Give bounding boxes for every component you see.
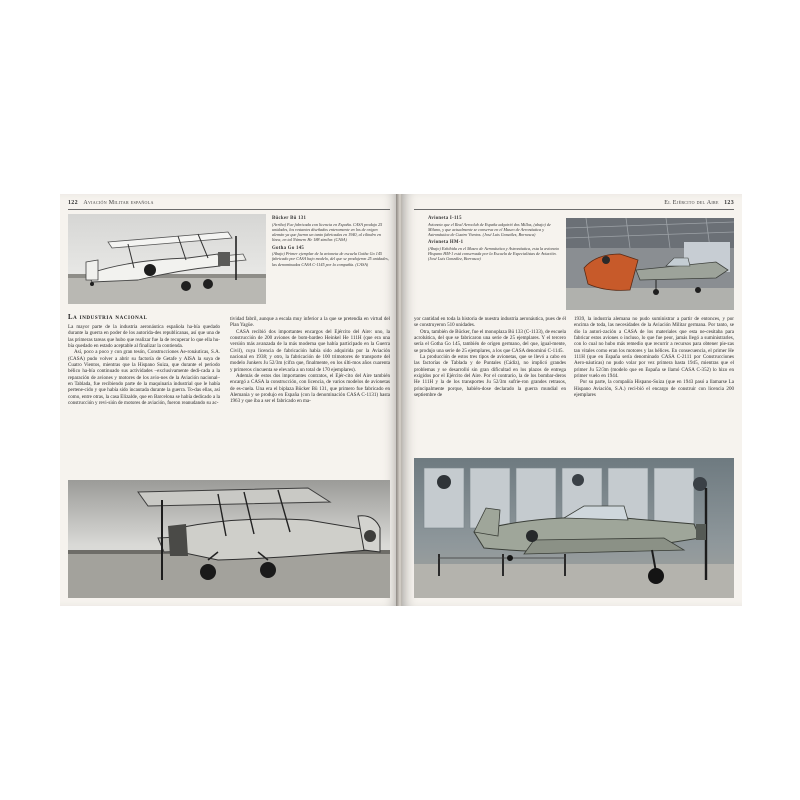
caption-bucker-title: Bücker Bü 131	[272, 216, 307, 221]
right-text-column-2	[574, 316, 734, 474]
paragraph: Además de estos dos importantes contratos, el Ejér-cito del Aire también encargó a CASA la construcción, con licencia, de varios modelos de avionetas de es-cuela. Una era el biplaza Bücker Bü 131, que primero fue fabricado en Alemania y se produjo en España (con la denominación CASA C-1131) hasta 1963 y que iba a ser el fabricado en ma-	[230, 373, 390, 405]
caption-gotha-title: Gotha Go 145	[272, 245, 305, 251]
left-running-title: Aviación Militar española	[83, 200, 154, 206]
left-folio: 122	[68, 200, 78, 206]
paragraph: CASA recibió dos importantes encargos del Ejército del Aire: uno, la construcción de 200 aviones de bom-bardeo Heinkel He 111H (que era una versión más avanzada de la más moderna que había participado en la Guerra Civil), cuya licencia de fabricación había sido adquirida por la Aviación nacional en 1938; y otro, la fabricación de 100 trimotores de transporte del modelo Junkers Ju 52/3m (cifra que, finalmente, en los últi-mos años cuarenta y primeros cincuenta se elevaría a un total de 170 ejemplares).	[230, 328, 390, 373]
photo-biplane-airfield	[68, 480, 390, 598]
right-text-column-1	[414, 316, 566, 474]
right-page	[402, 194, 742, 606]
paragraph: Otra, también de Bücker, fue el monoplaza Bü 133 (C-1133), de escuela acrobática, del que se fabricaron una serie de 25 ejemplares. Y el tercero sería el Gotha Go 145, también de origen germano, del que, igual-mente, se produjo una serie de 25 ejemplares, a los que CASA denominó C-1145.	[414, 328, 566, 354]
paragraph: Así, poco a poco y con gran tesón, Construcciones Ae-ronáuticas, S.A. (CASA) pudo volver a abrir su factoría de Getafe y AISA la suya de Cuatro Vientos, mientras que la Hispano Suiza, que durante el periodo bélico ha-bía continuado sus actividades –exclusivamente dedi-cada a la reparación de aviones y motores de los avio-nes de la Aviación nacional– en Tablada, fue recibiendo parte de la maquinaria industrial que le había pertene-cido y que había sido incautada durante la guerra. To-das ellas, así como, entre otras, la casa Elizalde, que en Barcelona se había dedicado a la construcción y revi-sión de motores de aviación, fueron reanudando su ac-	[68, 349, 220, 407]
paragraph: La producción de estos tres tipos de avionetas, que se llevó a cabo en las factorías de Tablada y de Puntales (Cádiz), no implicó grandes problemas y se desarrolló sin gran dificultad en los plazos de entrega exigidos por el Ejército del Aire. Por el contrario, la de los bombar-deros He 111H y la de los transportes Ju 52/3m sufrie-ron grandes retrasos, principalmente porque, habién-dose declarado la guerra mundial en septiembre de	[414, 354, 566, 399]
caption-gotha-body: (Abajo) Primer ejemplar de la avioneta de escuela Gotha Go 145 fabricado por CASA bajo modelo, del que se produjeron 25 unidades, las denominadas CASA C-1145 por la compañía. (CASA)	[272, 251, 389, 267]
left-text-column-1	[68, 324, 220, 474]
caption-bucker-body: (Arriba) Fue fabricada con licencia en España. CASA produjo 25 unidades, los restantes diseñados enteramente en los de origen alemán ya que fueron un tanto fabricadas en 1940, al cilindro en línea, en tal Número He 188 similar. (CASA)	[272, 221, 383, 243]
right-header-rule	[414, 209, 734, 210]
right-running-title: El Ejército del Aire	[664, 200, 719, 206]
photo-museum-hangar	[566, 218, 734, 310]
paragraph: yor cantidad en toda la historia de nuestra industria aeronáutica, pues de él se construyeron 510 unidades.	[414, 316, 566, 329]
paragraph: tividad fabril, aunque a escala muy inferior a la que se pretendía en virtud del Plan Yagüe.	[230, 316, 390, 329]
left-header-rule	[68, 209, 390, 210]
caption-avioneta-2-title: Avioneta HM-1	[428, 240, 464, 246]
caption-block-left	[272, 216, 390, 270]
left-running-head	[68, 200, 154, 206]
caption-block-right	[428, 216, 562, 265]
caption-avioneta-1-body: Avioneta que el Real Aeroclub de España adquirió dos Millas, (abajo) de Milano, y que actualmente se conserva en el Museo de Aeronáutica y Astronáutica de Cuatro Vientos. (José Luis González, Borrasca)	[428, 221, 551, 238]
left-text-column-2	[230, 316, 390, 474]
right-folio: 123	[724, 200, 734, 206]
paragraph: 1939, la industria alemana no pudo suministrar a partir de entonces, y por encima de toda, las necesidades de la Aviación Militar germana. Por tanto, se dio la autori-zación a CASA de los materiales que esta ne-cesitaba para fabricar estos aviones o incluso, lo que fue peor, jamás llegó a suministrarles, con lo cual no hubo más remedio que recurrir a recursos para obtener pie-zas tan vitales como eran los motores y las hélices. En consecuencia, el primer He 111H (que en España sería denominado CASA C-2111 por Construcciones Aero-náuticas) no pudo volar por vez primera hasta 1945, mientras que el primer Ju 52/3m (modelo que en España se llamó CASA C-352) lo hizo en primer vuelo en 1944.	[574, 316, 734, 380]
paragraph: La mayor parte de la industria aeronáutica española ha-bía quedado durante la guerra en poder de los autorida-des republicanas, así que una de las primeras tareas que hubo que realizar fue la de recuperar lo que ella hu-bía quedado en estado aceptable al finalizar la contienda.	[68, 324, 220, 350]
right-running-head	[664, 200, 734, 206]
section-title-industria: La industria nacional	[68, 314, 148, 321]
caption-avioneta-2-body: (Abajo) Exhibida en el Museo de Aeronáutica y Astronáutica, esta la avioneta Hispano HM-1 está conservada por la Escuela de Especialistas de Aviación. (José Luis González, Borrasca)	[428, 246, 559, 262]
photo-bucker-biplane	[68, 214, 266, 304]
paragraph: Por su parte, la compañía Hispano-Suiza (que en 1943 pasó a llamarse La Hispano Aviación, S.A.) reci-bió el encargo de construir con licencia 200 ejemplares	[574, 379, 734, 399]
left-page	[60, 194, 398, 606]
caption-avioneta-1-title: Avioneta I-115	[428, 216, 462, 221]
photo-trainer-museum	[414, 458, 734, 598]
